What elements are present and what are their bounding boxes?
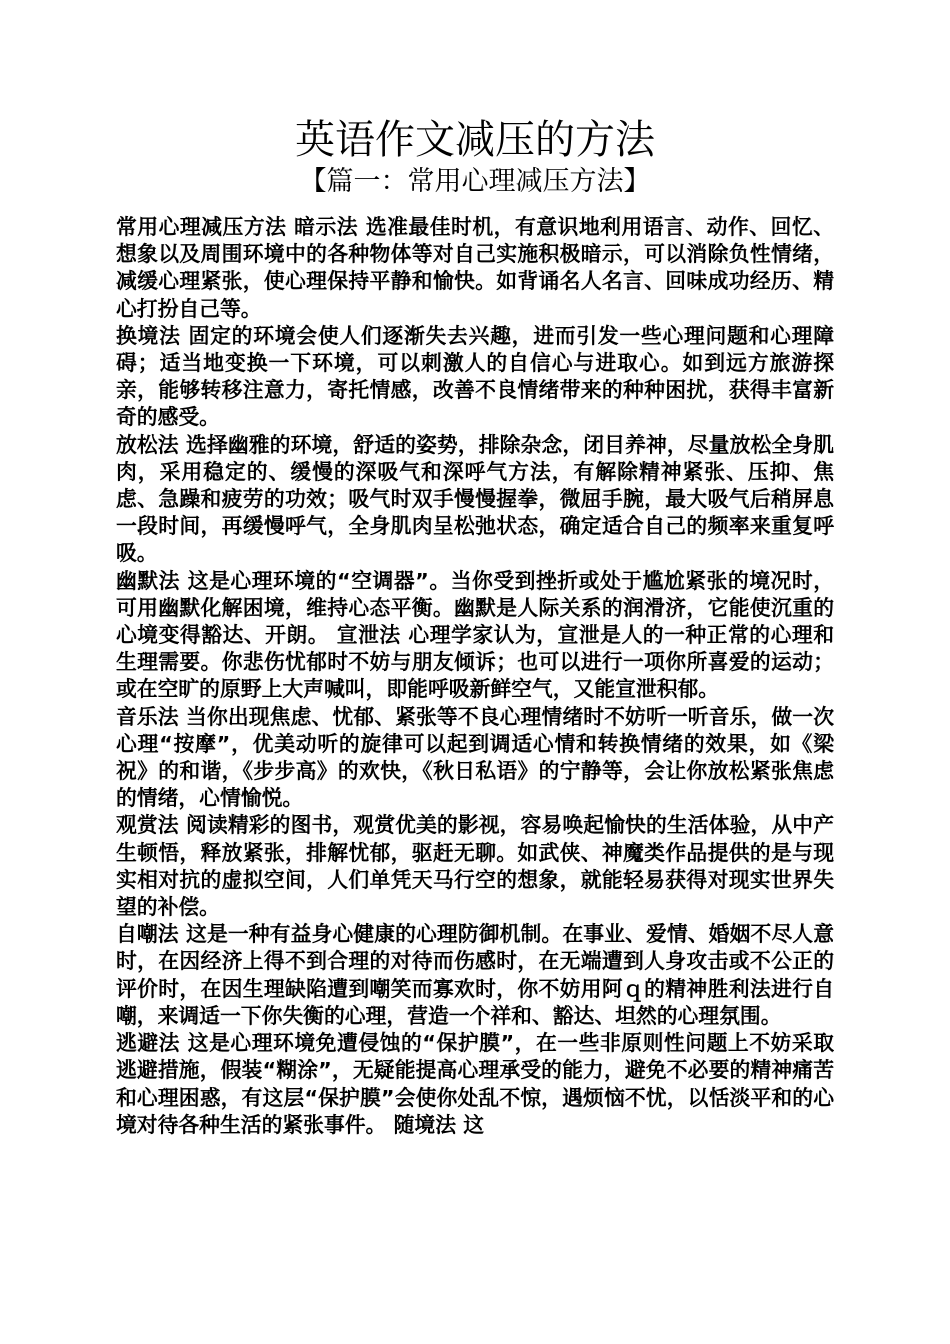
document-body <box>116 214 834 1139</box>
paragraph-fangsong: 放松法 选择幽雅的环境，舒适的姿势，排除杂念，闭目养神，尽量放松全身肌肉，采用稳定的、缓慢的深吸气和深呼气方法，有解除精神紧张、压抑、焦虑、急躁和疲劳的功效；吸气时双手慢慢握拳，微屈手腕，最大吸气后稍屏息一段时间，再缓慢呼气，全身肌肉呈松弛状态，确定适合自己的频率来重复呼吸。 <box>116 432 834 566</box>
paragraph-anshi: 常用心理减压方法 暗示法 选准最佳时机，有意识地利用语言、动作、回忆、想象以及周围环境中的各种物体等对自己实施积极暗示，可以消除负性情绪，减缓心理紧张，使心理保持平静和愉快。如背诵名人名言、回味成功经历、精心打扮自己等。 <box>116 215 834 321</box>
paragraph-youmo: 幽默法 这是心理环境的“空调器”。当你受到挫折或处于尴尬紧张的境况时，可用幽默化解困境，维持心态平衡。幽默是人际关系的润滑济，它能使沉重的心境变得豁达、开朗。 宣泄法 心理学家认为，宣泄是人的一种正常的心理和生理需要。你悲伤忧郁时不妨与朋友倾诉；也可以进行一项你所喜爱的运动；或在空旷的原野上大声喊叫，即能呼吸新鲜空气，又能宣泄积郁。 <box>116 568 834 702</box>
paragraph-guanshang: 观赏法 阅读精彩的图书，观赏优美的影视，容易唤起愉快的生活体验，从中产生顿悟，释放紧张，排解忧郁，驱赶无聊。如武侠、神魔类作品提供的是与现实相对抗的虚拟空间，人们单凭天马行空的想象，就能轻易获得对现实世界失望的补偿。 <box>116 813 834 920</box>
document-title: 英语作文减压的方法 <box>295 117 655 163</box>
paragraph-yinyue: 音乐法 当你出现焦虑、忧郁、紧张等不良心理情绪时不妨听一听音乐，做一次心理“按摩”，优美动听的旋律可以起到调适心情和转换情绪的效果，如《梁祝》的和谐，《步步高》的欢快，《秋日私语》的宁静等，会让你放松紧张焦虑的情绪，心情愉悦。 <box>116 704 834 811</box>
document-subtitle: 【篇一：常用心理减压方法】 <box>299 166 651 197</box>
paragraph-taobi: 逃避法 这是心理环境免遭侵蚀的“保护膜”，在一些非原则性问题上不妨采取逃避措施，假装“糊涂”，无疑能提高心理承受的能力，避免不必要的精神痛苦和心理困惑，有这层“保护膜”会使你处乱不惊，遇烦恼不忧，以恬淡平和的心境对待各种生活的紧张事件。 随境法 这 <box>116 1031 834 1137</box>
paragraph-huanjing: 换境法 固定的环境会使人们逐渐失去兴趣，进而引发一些心理问题和心理障碍；适当地变换一下环境，可以刺激人的自信心与进取心。如到远方旅游探亲，能够转移注意力，寄托情感，改善不良情绪带来的种种困扰，获得丰富新奇的感受。 <box>116 323 834 430</box>
paragraph-zichao: 自嘲法 这是一种有益身心健康的心理防御机制。在事业、爱情、婚姻不尽人意时，在因经济上得不到合理的对待而伤感时，在无端遭到人身攻击或不公正的评价时，在因生理缺陷遭到嘲笑而寡欢时，你不妨用阿ｑ的精神胜利法进行自嘲，来调适一下你失衡的心理，营造一个祥和、豁达、坦然的心理氛围。 <box>116 922 834 1028</box>
